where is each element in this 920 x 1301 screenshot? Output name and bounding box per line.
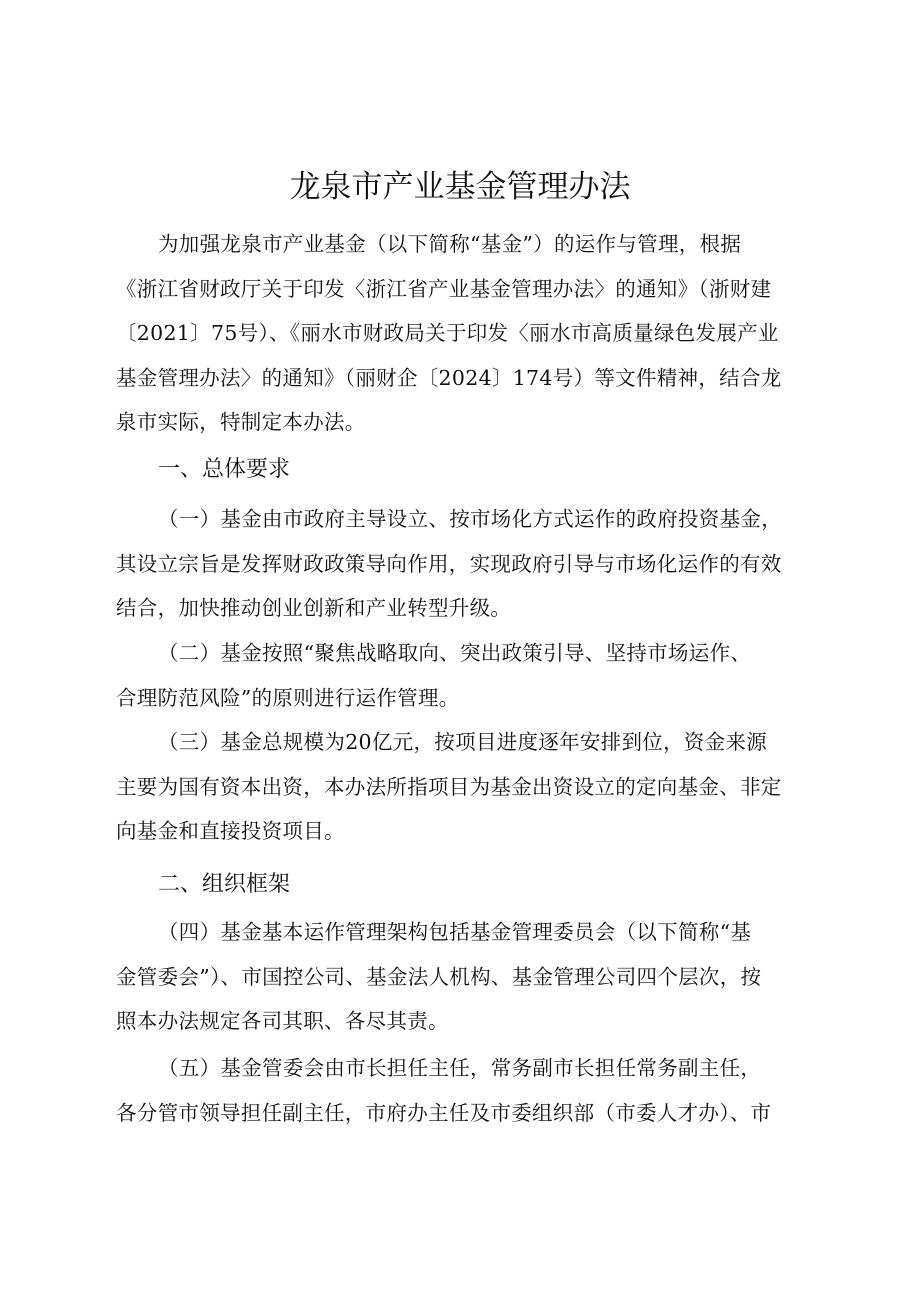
text-line: （五）基金管委会由市长担任主任，常务副市长担任常务副主任，: [158, 1056, 762, 1080]
text-line: 结合，加快推动创业创新和产业转型升级。: [116, 596, 512, 621]
text-line: （三）基金总规模为20亿元，按项目进度逐年安排到位，资金来源: [158, 730, 768, 754]
text-line: 为加强龙泉市产业基金（以下简称“基金”）的运作与管理，根据: [158, 232, 742, 256]
text-line: 基金管理办法〉的通知》（丽财企〔2024〕174号）等文件精神，结合龙: [116, 365, 782, 390]
preamble-paragraph: [116, 222, 808, 445]
section-paragraph: [116, 910, 808, 1044]
text-line: （二）基金按照“聚焦战略取向、突出政策引导、坚持市场运作、: [158, 641, 752, 665]
document-title: 龙泉市产业基金管理办法: [289, 169, 631, 205]
text-line: 向基金和直接投资项目。: [116, 819, 345, 844]
text-line: 泉市实际，特制定本办法。: [116, 410, 366, 435]
text-line: 其设立宗旨是发挥财政政策导向作用，实现政府引导与市场化运作的有效: [116, 551, 782, 576]
text-line: （四）基金基本运作管理架构包括基金管理委员会（以下简称“基: [158, 920, 752, 944]
text-line: （一）基金由市政府主导设立、按市场化方式运作的政府投资基金，: [158, 507, 782, 531]
text-line: 照本办法规定各司其职、各尽其责。: [116, 1009, 449, 1034]
section-heading: 二、组织框架: [158, 872, 291, 897]
text-line: 各分管市领导担任副主任，市府办主任及市委组织部（市委人才办）、市: [116, 1100, 772, 1125]
section-paragraph: [116, 1046, 808, 1135]
text-line: 主要为国有资本出资，本办法所指项目为基金出资设立的定向基金、非定: [116, 774, 782, 799]
text-line: 〔2021〕75号）、《丽水市财政局关于印发〈丽水市高质量绿色发展产业: [116, 321, 779, 346]
section-paragraph: [116, 631, 808, 720]
text-line: 《浙江省财政厅关于印发〈浙江省产业基金管理办法〉的通知》（浙财建: [116, 276, 772, 301]
section-paragraph: [116, 497, 808, 631]
text-line: 金管委会”）、市国控公司、基金法人机构、基金管理公司四个层次，按: [116, 964, 762, 989]
text-line: 合理防范风险”的原则进行运作管理。: [116, 685, 460, 710]
section-paragraph: [116, 720, 808, 854]
section-heading: 一、总体要求: [158, 457, 291, 482]
